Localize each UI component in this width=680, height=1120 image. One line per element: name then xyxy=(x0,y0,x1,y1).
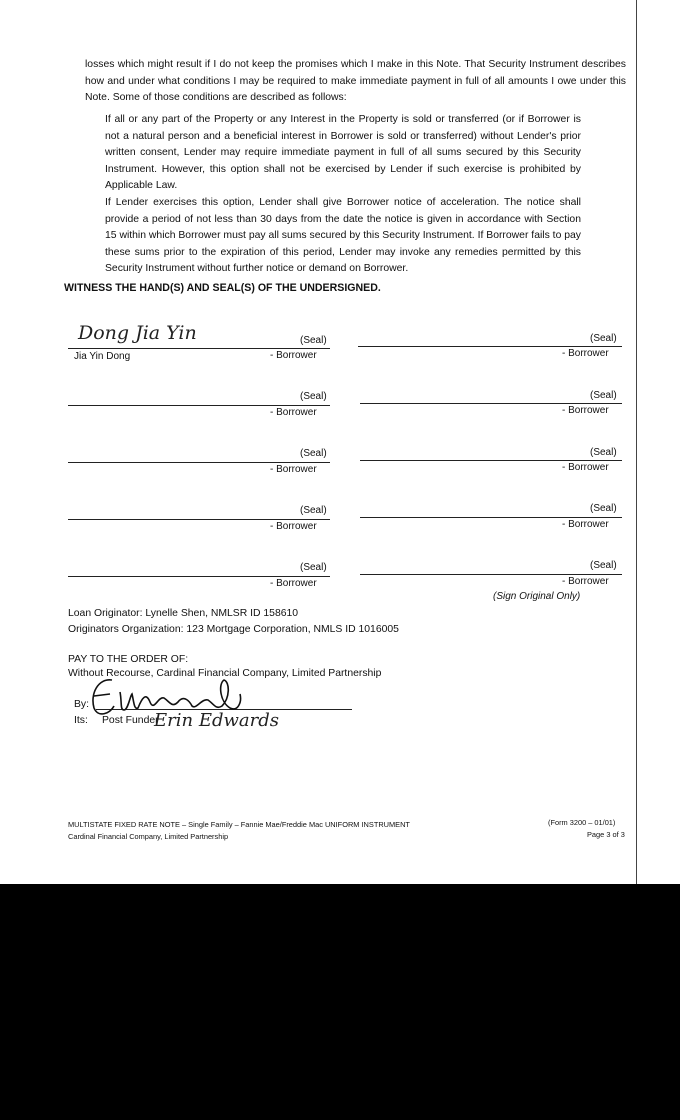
paragraph-security-instrument: losses which might result if I do not keep the promises which I make in this Note. That Security Instrument describes how and under what conditions I may be required to make immediate payment in full of all amounts I owe under this Note. Some of those conditions are described as follows: xyxy=(85,59,626,104)
endorser-signature: Erin Edwards xyxy=(154,710,279,731)
borrower-label: - Borrower xyxy=(562,405,609,416)
borrower-label: - Borrower xyxy=(270,350,317,361)
seal-label: (Seal) xyxy=(590,560,617,571)
footer-company: Cardinal Financial Company, Limited Partnership xyxy=(68,832,229,841)
borrower-label: - Borrower xyxy=(562,576,609,587)
borrower-label: - Borrower xyxy=(270,521,317,532)
signature-line-right-3 xyxy=(360,460,622,461)
borrower-label: - Borrower xyxy=(562,519,609,530)
paragraph-transfer-of-property: If all or any part of the Property or any Interest in the Property is sold or transferred (or if Borrower is not a natural person and a beneficial interest in Borrower is sold or transferred) without Lender's prior written consent, Lender may require immediate payment in full of all sums secured by this Security Instrument. However, this option shall not be exercised by Lender if such exercise is prohibited by Applicable Law. xyxy=(105,114,581,192)
footer-form-title: MULTISTATE FIXED RATE NOTE – Single Family – Fannie Mae/Freddie Mac UNIFORM INSTRUMENT xyxy=(68,820,410,829)
footer-form-number: (Form 3200 – 01/01) xyxy=(548,818,616,827)
seal-label: (Seal) xyxy=(300,505,327,516)
its-label: Its: xyxy=(74,715,88,726)
loan-originator: Loan Originator: Lynelle Shen, NMLSR ID 158610 xyxy=(68,608,299,619)
seal-label: (Seal) xyxy=(590,390,617,401)
signature-line-left-1 xyxy=(68,348,330,349)
signature-line-left-2 xyxy=(68,405,330,406)
borrower-label: - Borrower xyxy=(270,464,317,475)
seal-label: (Seal) xyxy=(300,335,327,346)
signature-line-right-2 xyxy=(360,403,622,404)
borrower1-signature: Dong Jia Yin xyxy=(78,322,197,344)
page-edge-line xyxy=(636,0,637,884)
signature-line-left-5 xyxy=(68,576,330,577)
signature-line-right-5 xyxy=(360,574,622,575)
seal-label: (Seal) xyxy=(590,447,617,458)
without-recourse: Without Recourse, Cardinal Financial Company, Limited Partnership xyxy=(68,668,382,679)
by-label: By: xyxy=(74,699,90,710)
sign-original-note: (Sign Original Only) xyxy=(493,591,581,602)
paragraph-acceleration-notice: If Lender exercises this option, Lender shall give Borrower notice of acceleration. The notice shall provide a period of not less than 30 days from the date the notice is given in accordance with Section 15 within which Borrower must pay all sums secured by this Security Instrument. If Borrower fails to pay these sums prior to the expiration of this period, Lender may invoke any remedies permitted by this Security Instrument without further notice or demand on Borrower. xyxy=(105,197,581,275)
borrower-label: - Borrower xyxy=(270,578,317,589)
seal-label: (Seal) xyxy=(590,503,617,514)
signature-line-left-3 xyxy=(68,462,330,463)
borrower1-name: Jia Yin Dong xyxy=(74,351,131,362)
seal-label: (Seal) xyxy=(300,391,327,402)
originator-organization: Originators Organization: 123 Mortgage Corporation, NMLS ID 1016005 xyxy=(68,624,399,635)
borrower-label: - Borrower xyxy=(562,462,609,473)
pay-to-order: PAY TO THE ORDER OF: xyxy=(68,654,189,665)
signature-line-right-1 xyxy=(358,346,622,347)
signature-line-left-4 xyxy=(68,519,330,520)
seal-label: (Seal) xyxy=(300,448,327,459)
signature-line-right-4 xyxy=(360,517,622,518)
its-value: Post Funder xyxy=(102,715,159,726)
witness-heading: WITNESS THE HAND(S) AND SEAL(S) OF THE UNDERSIGNED. xyxy=(64,282,381,294)
seal-label: (Seal) xyxy=(300,562,327,573)
seal-label: (Seal) xyxy=(590,333,617,344)
borrower-label: - Borrower xyxy=(270,407,317,418)
footer-page-number: Page 3 of 3 xyxy=(587,830,625,839)
borrower-label: - Borrower xyxy=(562,348,609,359)
